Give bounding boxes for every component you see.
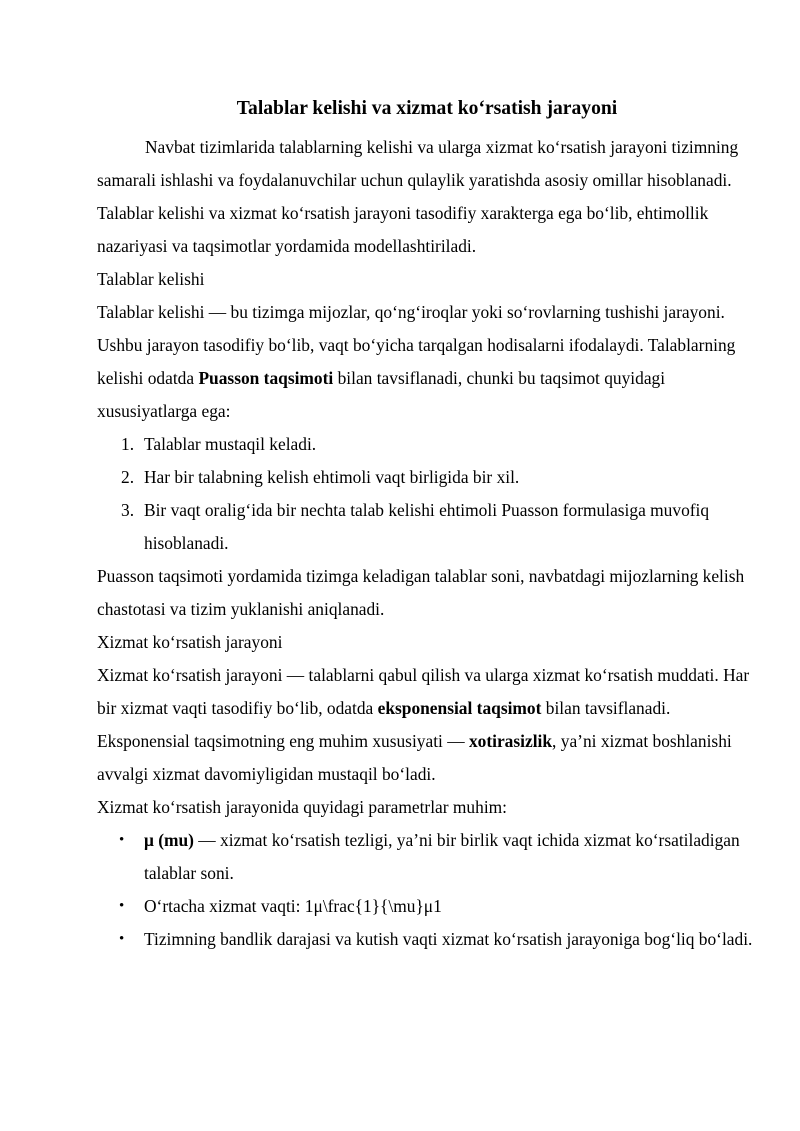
list-item (97, 494, 757, 560)
document-body (97, 87, 757, 956)
section-heading-arrivals: Talablar kelishi (97, 269, 205, 289)
params-intro: Xizmat ko‘rsatish jarayonida quyidagi parametrlar muhim: (97, 797, 508, 817)
service-text-3: , ya’ni xizmat boshlanishi avvalgi xizmat davomiyligidan mustaqil bo‘ladi. (97, 731, 732, 784)
list-number: 1. (121, 434, 135, 454)
page-title: Talablar kelishi va xizmat ko‘rsatish jarayoni (236, 98, 618, 119)
properties-list (97, 428, 757, 560)
arrivals-paragraph (97, 296, 757, 428)
parameters-list (97, 824, 757, 956)
list-item-text: Har bir talabning kelish ehtimoli vaqt birligida bir xil. (144, 467, 520, 487)
memoryless-term: xotirasizlik (468, 731, 553, 751)
list-item (97, 428, 757, 461)
bullet-icon: • (119, 832, 125, 848)
bullet-text: O‘rtacha xizmat vaqti: 1μ\frac{1}{\mu}μ1 (144, 896, 442, 916)
poisson-term: Puasson taqsimoti (198, 368, 334, 388)
service-text-2: bilan tavsiflanadi. Eksponensial taqsimotning eng muhim xususiyati — (97, 698, 671, 751)
arrivals-text-2: bilan tavsiflanadi, chunki bu taqsimot quyidagi xususiyatlarga ega: (97, 368, 666, 421)
bullet-item (97, 890, 757, 923)
mu-term: μ (mu) (144, 830, 194, 850)
arrivals-text-1: Talablar kelishi — bu tizimga mijozlar, qo‘ng‘iroqlar yoki so‘rovlarning tushishi jarayoni. Ushbu jarayon tasodifiy bo‘lib, vaqt bo‘yicha tarqalgan hodisalarni ifodalaydi. Talablarning kelishi odatda (97, 302, 736, 388)
section-heading-service: Xizmat ko‘rsatish jarayoni (97, 632, 283, 652)
list-item (97, 461, 757, 494)
bullet-item (97, 824, 757, 890)
bullet-item (97, 923, 757, 956)
list-item-text: Bir vaqt oralig‘ida bir nechta talab kelishi ehtimoli Puasson formulasiga muvofiq hisoblanadi. (144, 500, 710, 553)
bullet-icon: • (119, 931, 125, 947)
exponential-term: eksponensial taqsimot (377, 698, 542, 718)
bullet-text: Tizimning bandlik darajasi va kutish vaqti xizmat ko‘rsatish jarayoniga bog‘liq bo‘ladi. (144, 929, 753, 949)
bullet-text: — xizmat ko‘rsatish tezligi, ya’ni bir birlik vaqt ichida xizmat ko‘rsatiladigan talablar soni. (144, 830, 740, 883)
service-paragraph (97, 659, 757, 791)
bullet-icon: • (119, 898, 125, 914)
list-number: 2. (121, 467, 135, 487)
intro-paragraph: Navbat tizimlarida talablarning kelishi va ularga xizmat ko‘rsatish jarayoni tizimning samarali ishlashi va foydalanuvchilar uchun qulaylik yaratishda asosiy omillar hisoblanadi. Talablar kelishi va xizmat ko‘rsatish jarayoni tasodifiy xarakterga ega bo‘lib, ehtimollik nazariyasi va taqsimotlar yordamida modellashtiriladi. (97, 137, 739, 256)
list-item-text: Talablar mustaqil keladi. (144, 434, 317, 454)
list-number: 3. (121, 500, 135, 520)
service-text-1: Xizmat ko‘rsatish jarayoni — talablarni qabul qilish va ularga xizmat ko‘rsatish muddati. Har bir xizmat vaqti tasodifiy bo‘lib, odatda (97, 665, 750, 718)
poisson-closing-paragraph: Puasson taqsimoti yordamida tizimga keladigan talablar soni, navbatdagi mijozlarning kelish chastotasi va tizim yuklanishi aniqlanadi. (97, 566, 745, 619)
